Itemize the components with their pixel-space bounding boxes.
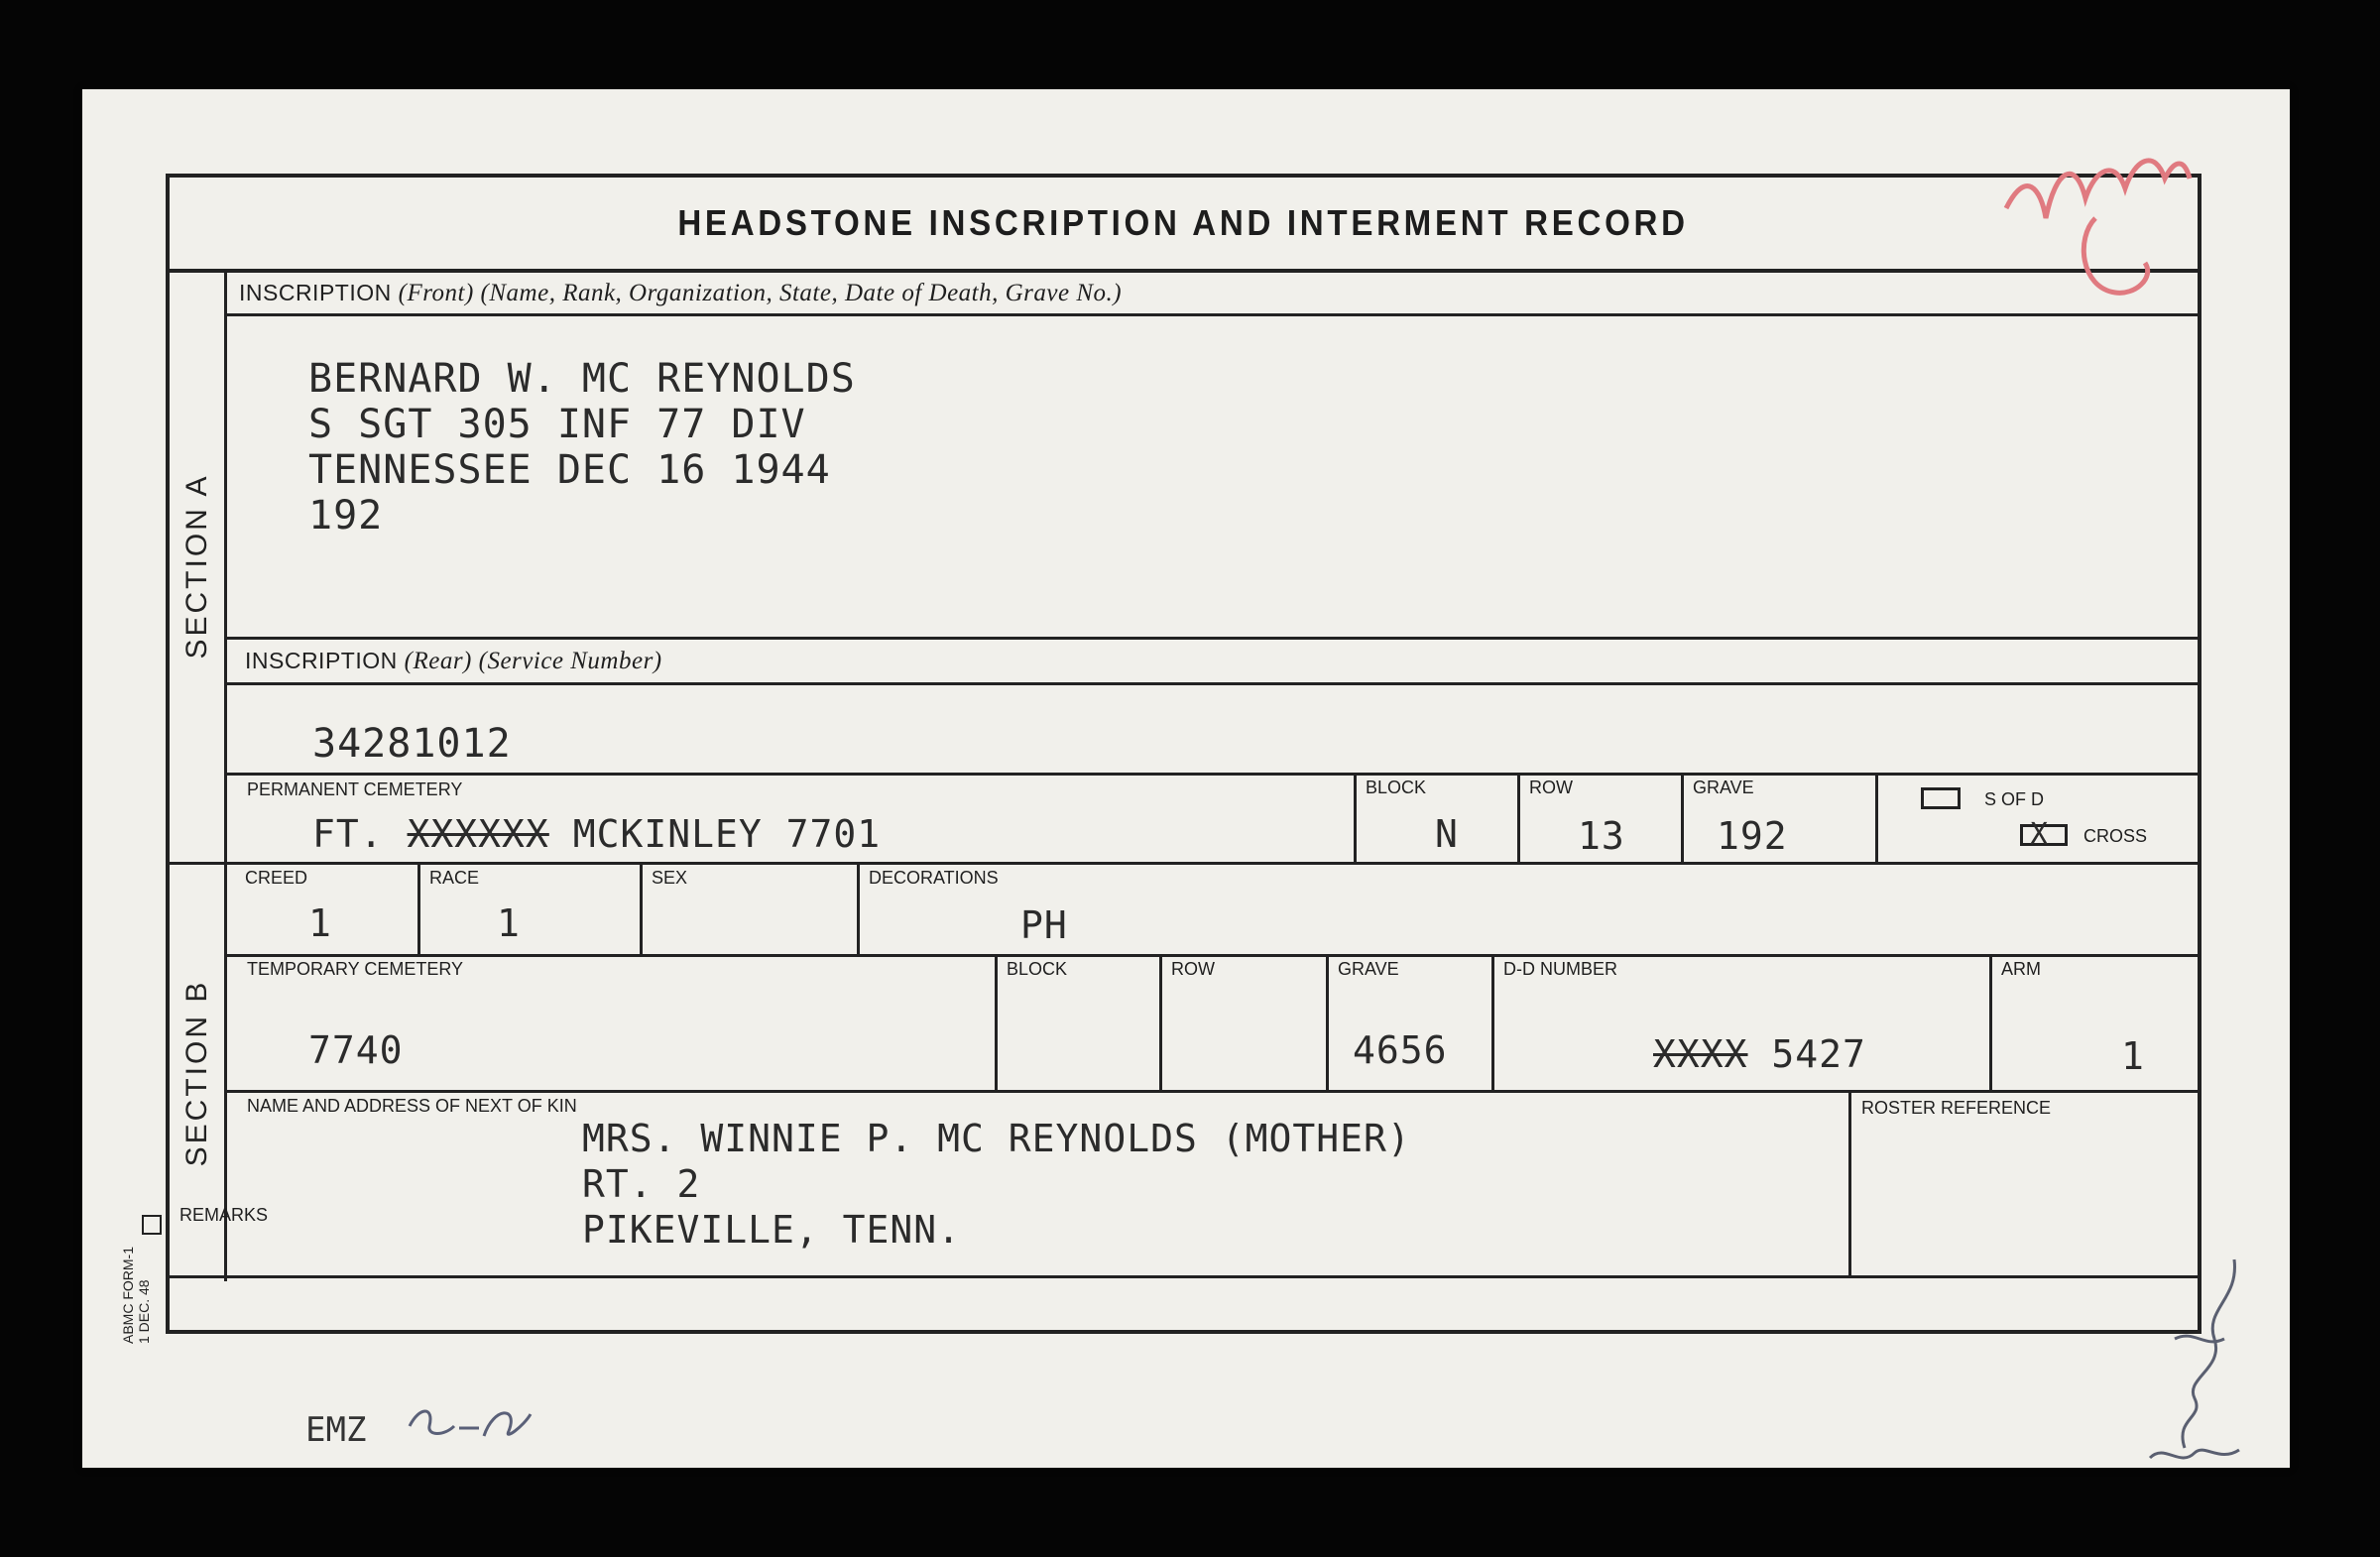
race-label: RACE bbox=[429, 868, 480, 888]
page-title: HEADSTONE INSCRIPTION AND INTERMENT RECORD bbox=[677, 202, 1690, 243]
inscription-line: TENNESSEE DEC 16 1944 bbox=[308, 447, 831, 493]
divider bbox=[227, 682, 2198, 685]
divider bbox=[170, 1275, 2198, 1278]
divider bbox=[640, 862, 643, 954]
red-pencil-mark bbox=[1986, 129, 2284, 327]
inscription-rear-label: INSCRIPTION (Rear) (Service Number) bbox=[245, 648, 662, 674]
decorations-value: PH bbox=[1020, 903, 1068, 947]
sex-label: SEX bbox=[652, 868, 688, 888]
divider bbox=[1326, 954, 1329, 1090]
temporary-cemetery-label: TEMPORARY CEMETERY bbox=[247, 959, 464, 979]
s-of-d-label: S OF D bbox=[1984, 789, 2045, 809]
form-checkbox bbox=[142, 1215, 162, 1235]
temporary-cemetery-value: 7740 bbox=[308, 1028, 404, 1072]
section-a-column bbox=[170, 269, 227, 864]
divider bbox=[227, 954, 2198, 957]
typed-initials: EMZ bbox=[305, 1410, 367, 1450]
inscription-line: BERNARD W. MC REYNOLDS bbox=[308, 356, 856, 402]
temp-row-label: ROW bbox=[1171, 959, 1215, 979]
divider bbox=[1989, 954, 1992, 1090]
divider bbox=[1159, 954, 1162, 1090]
race-value: 1 bbox=[497, 901, 521, 945]
block-value: N bbox=[1435, 812, 1459, 856]
temp-grave-label: GRAVE bbox=[1338, 959, 1399, 979]
permanent-cemetery-value: FT. XXXXXX MCKINLEY 7701 bbox=[312, 812, 882, 856]
inscription-front-text bbox=[308, 356, 856, 539]
divider bbox=[227, 637, 2198, 640]
grave-value: 192 bbox=[1717, 814, 1788, 858]
kin-line: RT. 2 bbox=[582, 1162, 701, 1206]
inscription-line: 192 bbox=[308, 493, 384, 539]
block-label: BLOCK bbox=[1366, 778, 1427, 797]
row-label: ROW bbox=[1529, 778, 1573, 797]
dd-number-label: D-D NUMBER bbox=[1503, 959, 1617, 979]
arm-value: 1 bbox=[2121, 1034, 2145, 1078]
temp-block-label: BLOCK bbox=[1007, 959, 1068, 979]
divider bbox=[995, 954, 998, 1090]
section-a-label: SECTION A bbox=[179, 473, 213, 659]
grave-label: GRAVE bbox=[1693, 778, 1754, 797]
section-b-label: SECTION B bbox=[179, 979, 213, 1167]
divider bbox=[227, 1090, 2198, 1093]
arm-label: ARM bbox=[2001, 959, 2041, 979]
remarks-label: REMARKS bbox=[179, 1205, 269, 1225]
decorations-label: DECORATIONS bbox=[869, 868, 999, 888]
inscription-line: S SGT 305 INF 77 DIV bbox=[308, 402, 806, 447]
divider bbox=[227, 313, 2198, 316]
struck-text: XXXX bbox=[1653, 1032, 1748, 1076]
row-value: 13 bbox=[1578, 814, 1625, 858]
form-id: ABMC FORM-1 1 DEC. 48 bbox=[120, 1247, 152, 1344]
struck-text: XXXXXX bbox=[407, 812, 549, 856]
handwritten-mark bbox=[2145, 1220, 2264, 1478]
s-of-d-checkbox bbox=[1921, 787, 1961, 809]
form-frame bbox=[166, 174, 2202, 1334]
kin-line: PIKEVILLE, TENN. bbox=[582, 1208, 962, 1252]
record-card bbox=[82, 89, 2290, 1468]
service-number: 34281012 bbox=[312, 721, 512, 767]
divider bbox=[1491, 954, 1494, 1090]
cross-label: CROSS bbox=[2083, 826, 2148, 846]
roster-reference-label: ROSTER REFERENCE bbox=[1861, 1098, 2052, 1118]
divider bbox=[1848, 1090, 1851, 1275]
kin-line: MRS. WINNIE P. MC REYNOLDS (MOTHER) bbox=[582, 1117, 1411, 1160]
divider bbox=[1354, 773, 1357, 862]
title-bar bbox=[170, 178, 2198, 273]
dd-number-value: XXXX 5427 bbox=[1653, 1032, 1866, 1076]
permanent-cemetery-label: PERMANENT CEMETERY bbox=[247, 779, 463, 799]
temp-grave-value: 4656 bbox=[1353, 1028, 1448, 1072]
divider bbox=[857, 862, 860, 954]
next-of-kin-label: NAME AND ADDRESS OF NEXT OF KIN bbox=[247, 1096, 577, 1116]
divider bbox=[1875, 773, 1878, 862]
next-of-kin-value bbox=[582, 1116, 1411, 1253]
creed-label: CREED bbox=[245, 868, 308, 888]
divider bbox=[170, 862, 2198, 865]
divider bbox=[417, 862, 420, 954]
inscription-front-label: INSCRIPTION (Front) (Name, Rank, Organization, State, Date of Death, Grave No.) bbox=[239, 280, 1123, 306]
divider bbox=[227, 773, 2198, 776]
creed-value: 1 bbox=[308, 901, 332, 945]
divider bbox=[1517, 773, 1520, 862]
cross-mark: X bbox=[2030, 817, 2049, 852]
divider bbox=[1681, 773, 1684, 862]
handwritten-initials bbox=[400, 1396, 538, 1456]
